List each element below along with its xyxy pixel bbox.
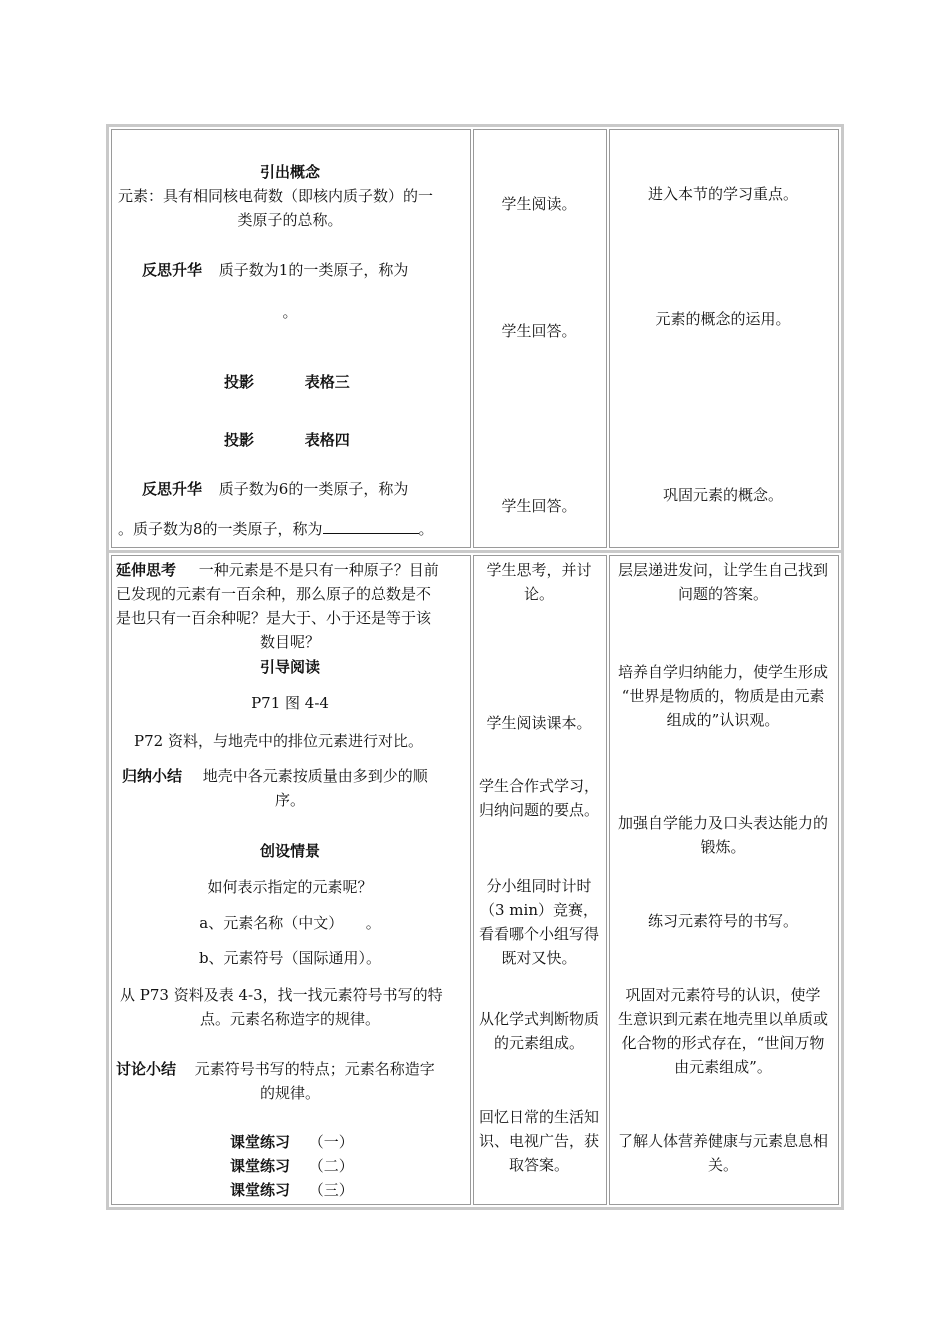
discussion-text: 的规律。 (259, 1084, 320, 1102)
scene-text: 点。元素名称造字的规律。 (199, 1010, 380, 1028)
reflect-line (118, 517, 434, 541)
reflect-label: 反思升华 (142, 261, 203, 279)
student-activity: 学生合作式学习， (478, 777, 599, 795)
summary-text: 地壳中各元素按质量由多到少的顺 (202, 767, 428, 785)
extension-text: 数目呢？ (259, 633, 320, 651)
projection-text: 表格四 (304, 431, 350, 449)
design-intent: “世界是物质的，物质是由元素 (621, 687, 825, 705)
discussion-text: 元素符号书写的特点；元素名称造字 (194, 1060, 435, 1078)
projection-text: 表格三 (304, 373, 350, 391)
exercise-number: （二） (308, 1157, 354, 1175)
design-intent: 锻炼。 (700, 838, 746, 856)
student-activity: （3 min）竞赛， (480, 901, 598, 919)
scene-text: a、元素名称（中文） 。 (199, 914, 381, 932)
scene-text: 如何表示指定的元素呢？ (207, 878, 373, 896)
student-activity: 归纳问题的要点。 (478, 801, 599, 819)
student-activity: 既对又快。 (501, 949, 577, 967)
design-intent: 层层递进发问，让学生自己找到 (617, 561, 828, 579)
design-intent: 组成的”认识观。 (666, 711, 780, 729)
extension-text: 一种元素是不是只有一种原子？目前 (198, 561, 439, 579)
scene-text: 从 P73 资料及表 4-3，找一找元素符号书写的特 (120, 986, 443, 1004)
extension-label: 延伸思考 (116, 561, 177, 579)
summary-label: 归纳小结 (122, 767, 183, 785)
discussion-line (116, 1057, 435, 1081)
student-activity: 回忆日常的生活知 (478, 1108, 599, 1126)
table-row (109, 553, 841, 1207)
student-activity: 学生阅读。 (501, 195, 577, 213)
design-intent: 巩固元素的概念。 (662, 486, 783, 504)
guide-text: P72 资料，与地壳中的排位元素进行对比。 (134, 732, 423, 750)
summary-text: 序。 (274, 791, 305, 809)
reflect-line (142, 258, 408, 282)
table-row (109, 127, 841, 550)
exercise-label: 课堂练习 (230, 1133, 291, 1151)
reflect-label: 反思升华 (142, 480, 203, 498)
design-intent: 练习元素符号的书写。 (647, 912, 798, 930)
design-intent: 问题的答案。 (677, 585, 768, 603)
student-activity: 从化学式判断物质 (478, 1010, 599, 1028)
exercise-label: 课堂练习 (230, 1181, 291, 1199)
student-cell (473, 129, 607, 548)
projection-label: 投影 (224, 373, 255, 391)
extension-text: 是也只有一百余种呢？是大于、小于还是等于该 (116, 609, 432, 627)
lesson-plan-table (106, 124, 844, 1210)
design-intent: 巩固对元素符号的认识，使学 (625, 986, 821, 1004)
design-intent: 加强自学能力及口头表达能力的 (617, 814, 828, 832)
reflect-end: 。 (282, 303, 298, 321)
reflect-line (142, 477, 408, 501)
activity-cell (111, 555, 471, 1205)
summary-line (122, 764, 428, 788)
reflect-text: 质子数为6的一类原子，称为 (218, 480, 409, 498)
discussion-label: 讨论小结 (116, 1060, 177, 1078)
exercise-number: （三） (308, 1181, 354, 1199)
scene-heading: 创设情景 (259, 842, 320, 860)
design-intent: 进入本节的学习重点。 (647, 185, 798, 203)
design-intent: 由元素组成”。 (674, 1058, 772, 1076)
design-intent: 关。 (707, 1156, 738, 1174)
projection-label: 投影 (224, 431, 255, 449)
intent-cell (609, 129, 839, 548)
design-intent: 培养自学归纳能力，使学生形成 (617, 663, 828, 681)
design-intent: 生意识到元素在地壳里以单质或 (617, 1010, 828, 1028)
concept-heading: 引出概念 (259, 163, 320, 181)
student-activity: 论。 (523, 585, 554, 603)
reflect-text: 质子数为1的一类原子，称为 (218, 261, 409, 279)
student-activity: 学生回答。 (501, 497, 577, 515)
answer-blank (323, 517, 419, 534)
student-cell (473, 555, 607, 1205)
definition-line: 元素：具有相同核电荷数（即核内质子数）的一 (118, 187, 434, 205)
guide-text: P71 图 4-4 (251, 694, 329, 712)
student-activity: 的元素组成。 (493, 1034, 584, 1052)
activity-cell (111, 129, 471, 548)
projection-line (224, 428, 350, 452)
student-activity: 取答案。 (508, 1156, 569, 1174)
student-activity: 学生回答。 (501, 322, 577, 340)
student-activity: 学生思考，并讨 (486, 561, 592, 579)
student-activity: 学生阅读课本。 (486, 714, 592, 732)
guide-heading: 引导阅读 (259, 658, 320, 676)
exercise-number: （一） (308, 1133, 354, 1151)
exercise-label: 课堂练习 (230, 1157, 291, 1175)
definition-line: 类原子的总称。 (237, 211, 343, 229)
exercise-line (230, 1178, 354, 1202)
design-intent: 元素的概念的运用。 (655, 310, 791, 328)
extension-text: 已发现的元素有一百余种，那么原子的总数是不 (116, 585, 432, 603)
extension-line (116, 558, 439, 582)
exercise-line (230, 1154, 354, 1178)
design-intent: 化合物的形式存在，“世间万物 (621, 1034, 825, 1052)
design-intent: 了解人体营养健康与元素息息相 (617, 1132, 828, 1150)
student-activity: 看看哪个小组写得 (478, 925, 599, 943)
exercise-line (230, 1130, 354, 1154)
intent-cell (609, 555, 839, 1205)
reflect-text: 。质子数为8的一类原子，称为 (118, 520, 323, 538)
student-activity: 分小组同时计时 (486, 877, 592, 895)
scene-text: b、元素符号（国际通用）。 (198, 949, 382, 967)
reflect-end: 。 (418, 520, 434, 538)
projection-line (224, 370, 350, 394)
student-activity: 识、电视广告，获 (478, 1132, 599, 1150)
